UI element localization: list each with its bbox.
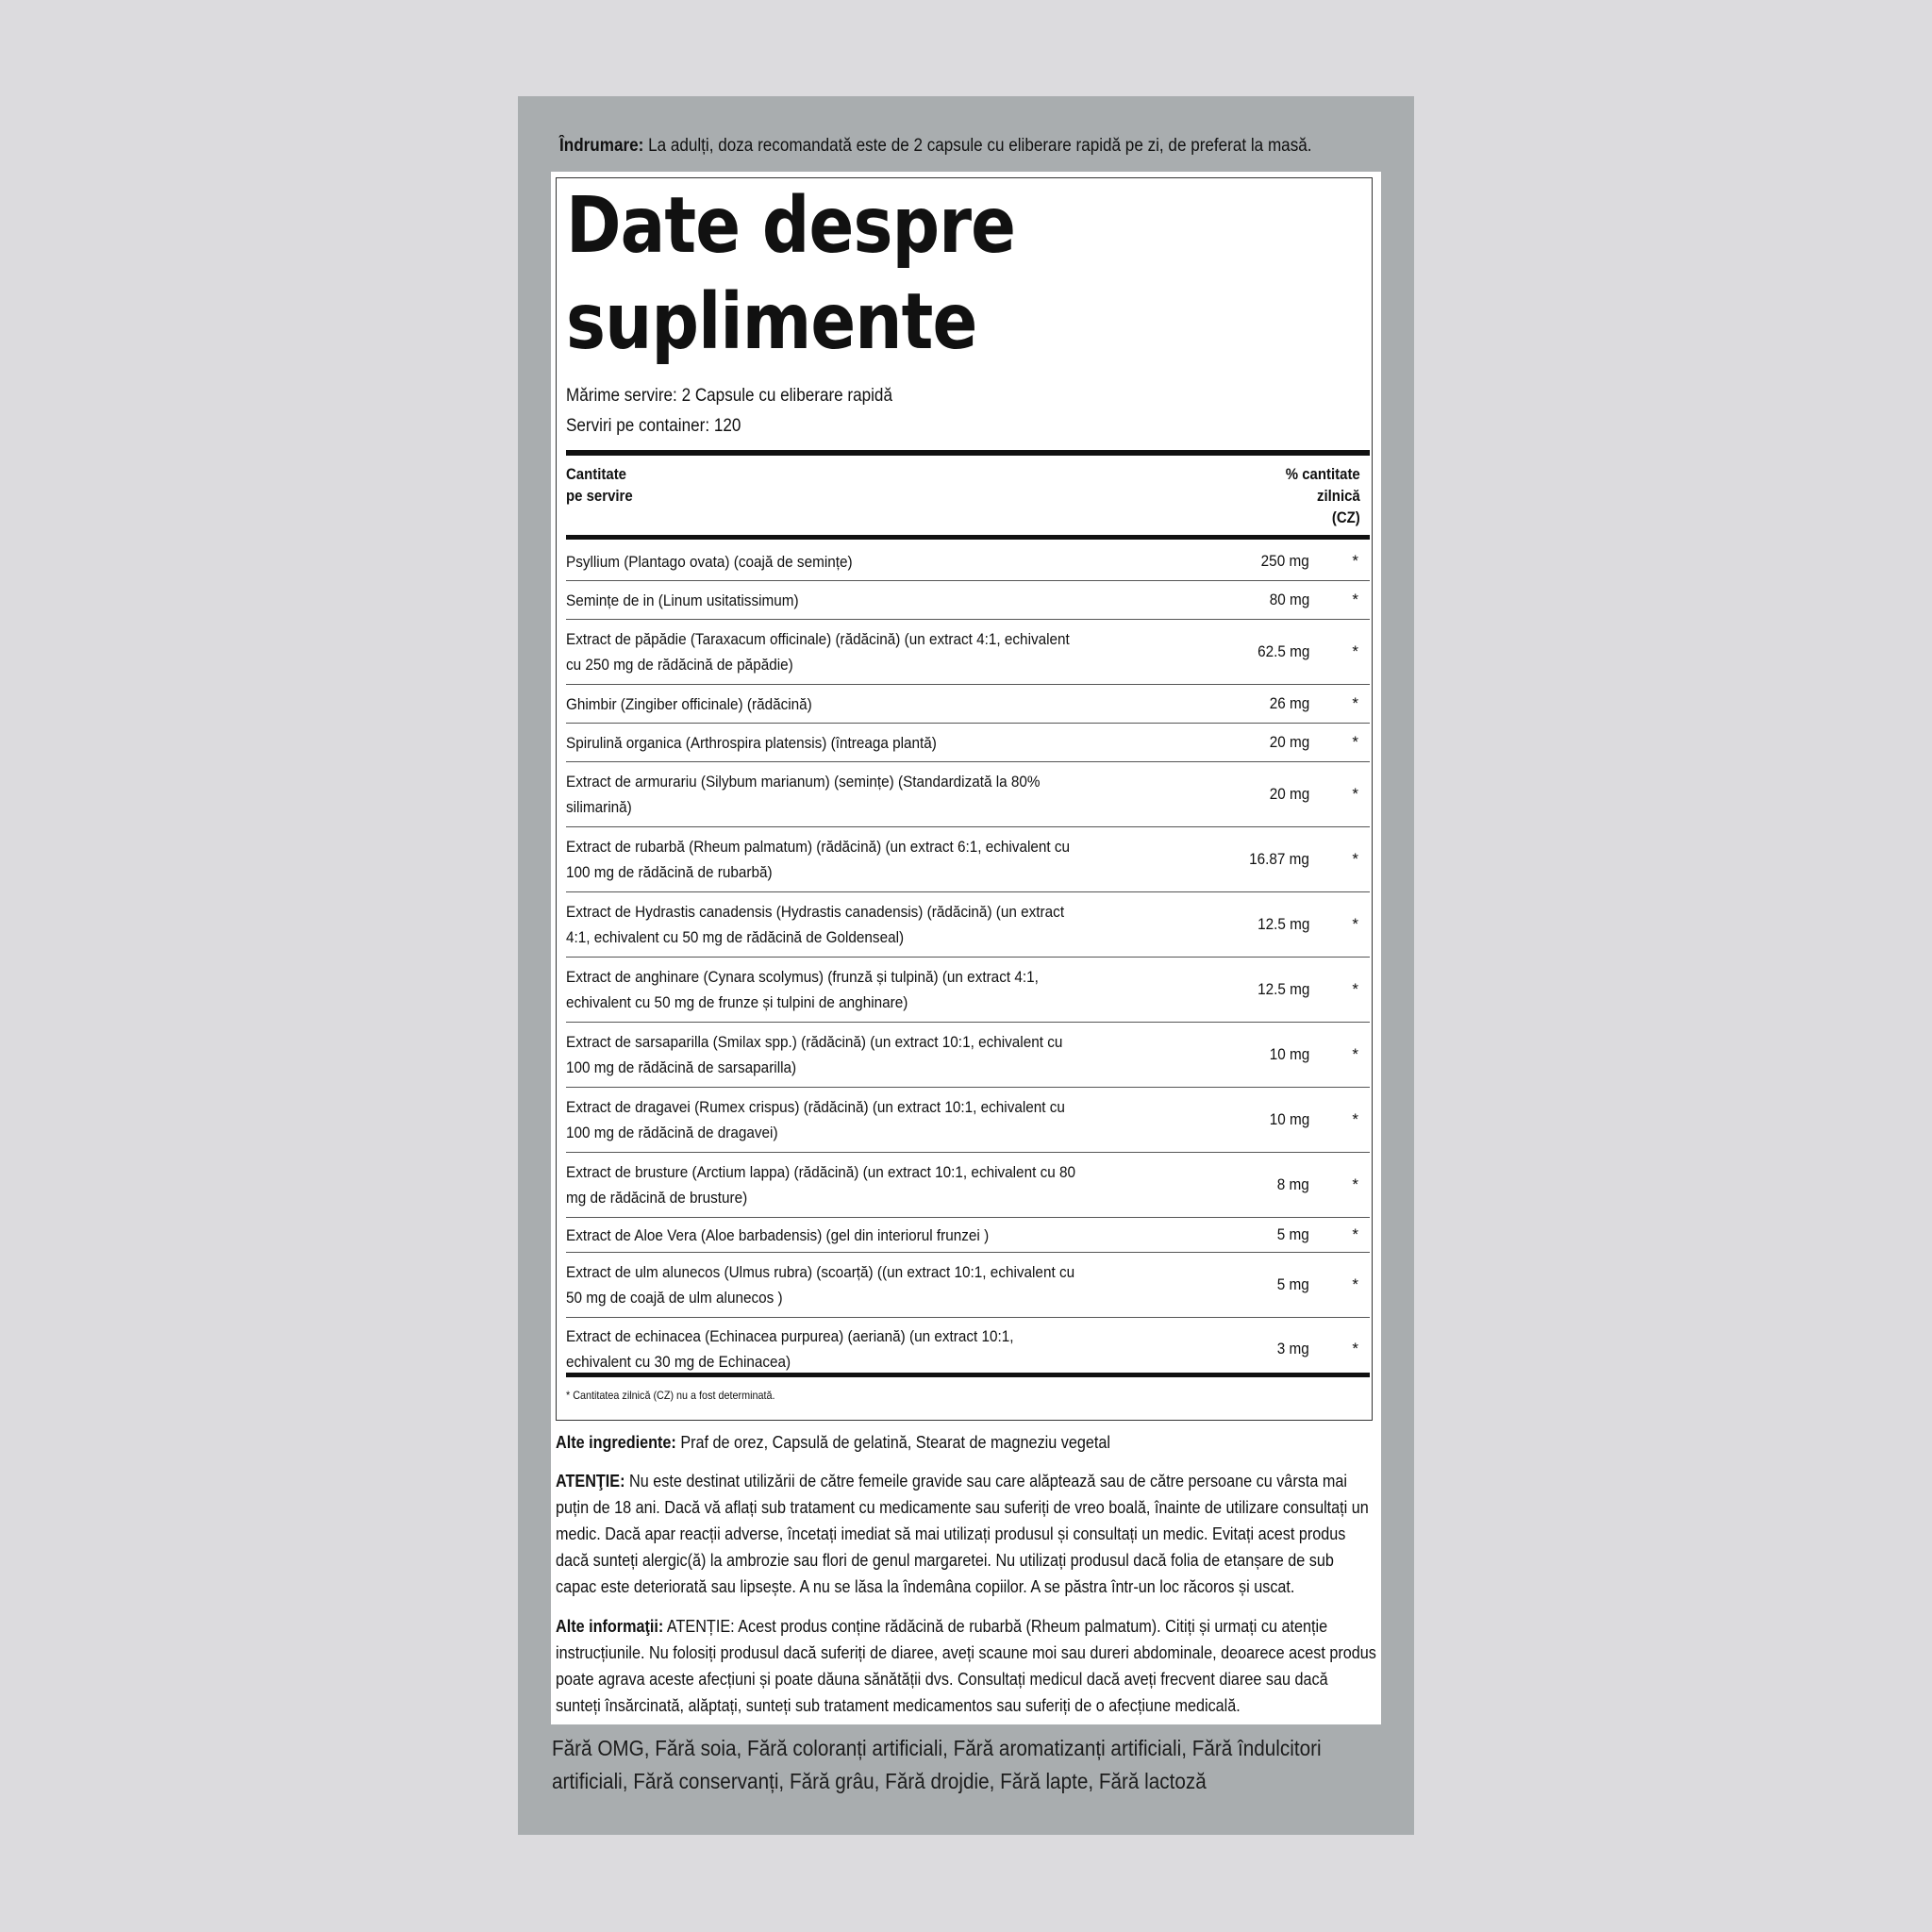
directions-text: La adulți, doza recomandată este de 2 capsule cu eliberare rapidă pe zi, de preferat la masă. — [648, 136, 1312, 156]
ingredient-row — [566, 762, 1370, 827]
ingredient-daily-value: * — [1352, 733, 1358, 751]
column-header-daily-value: % cantitate zilnică (CZ) — [1286, 465, 1360, 526]
other-ingredients — [556, 1429, 1376, 1456]
ingredient-name: Extract de Aloe Vera (Aloe barbadensis) (gel din interiorul frunzei ) — [566, 1225, 990, 1244]
ingredient-row — [566, 620, 1370, 685]
supplement-facts-box — [556, 177, 1373, 1421]
ingredient-daily-value: * — [1352, 1110, 1358, 1128]
thick-divider-header — [566, 535, 1370, 540]
ingredient-name: Extract de anghinare (Cynara scolymus) (frunză și tulpină) (un extract 4:1, echivalent cu 50 mg de frunze și tulpini de anghinare) — [566, 968, 1039, 1011]
other-ingredients-text: Praf de orez, Capsulă de gelatină, Stearat de magneziu vegetal — [680, 1433, 1111, 1452]
ingredient-amount: 16.87 mg — [1249, 850, 1309, 868]
ingredient-daily-value: * — [1352, 915, 1358, 933]
label-panel — [518, 96, 1414, 1835]
ingredient-amount: 62.5 mg — [1257, 642, 1309, 660]
ingredient-name: Extract de dragavei (Rumex crispus) (rădăcină) (un extract 10:1, echivalent cu 100 mg de rădăcină de dragavei) — [566, 1098, 1065, 1141]
serving-size: Mărime servire: 2 Capsule cu eliberare rapidă — [566, 386, 892, 406]
ingredient-name: Extract de ulm alunecos (Ulmus rubra) (scoarță) ((un extract 10:1, echivalent cu 50 mg de coajă de ulm alunecos ) — [566, 1263, 1075, 1307]
other-info-text: ATENȚIE: Acest produs conține rădăcină de rubarbă (Rheum palmatum). Citiți și urmați cu atenție instrucțiunile. Nu folosiți produsul dacă suferiți de diaree, aveți scaune moi sau dureri abdominale, deoarece acest produs poate agrava aceste afecțiuni și poate dăuna sănătății dvs. Consultați medicul dacă aveți frecvent diaree sau dacă sunteți însărcinată, alăptați, sunteți sub tratament medicamentos sau suferiți de o afecțiune medicală. — [556, 1617, 1376, 1715]
ingredient-amount: 10 mg — [1269, 1110, 1309, 1128]
warning — [556, 1468, 1376, 1600]
ingredient-row — [566, 1318, 1370, 1379]
ingredient-row — [566, 1153, 1370, 1218]
ingredient-amount: 20 mg — [1269, 733, 1309, 751]
ingredient-name: Extract de sarsaparilla (Smilax spp.) (rădăcină) (un extract 10:1, echivalent cu 100 mg de rădăcină de sarsaparilla) — [566, 1033, 1063, 1076]
servings-per-container: Serviri pe container: 120 — [566, 416, 741, 436]
ingredient-row — [566, 1023, 1370, 1088]
ingredient-row — [566, 1218, 1370, 1253]
ingredient-name: Extract de Hydrastis canadensis (Hydrastis canadensis) (rădăcină) (un extract 4:1, echivalent cu 50 mg de rădăcină de Goldenseal) — [566, 903, 1065, 946]
other-info-label: Alte informaţii: — [556, 1617, 664, 1636]
ingredient-amount: 8 mg — [1276, 1175, 1309, 1193]
other-info — [556, 1613, 1376, 1719]
ingredient-name: Extract de păpădie (Taraxacum officinale) (rădăcină) (un extract 4:1, echivalent cu 250 mg de rădăcină de păpădie) — [566, 630, 1070, 674]
ingredients-table — [566, 542, 1370, 1379]
column-header-amount: Cantitate pe servire — [566, 465, 633, 505]
ingredient-name: Spirulină organica (Arthrospira platensis) (întreaga plantă) — [566, 733, 937, 752]
ingredient-row — [566, 1088, 1370, 1153]
ingredient-amount: 20 mg — [1269, 785, 1309, 803]
ingredient-name: Extract de armurariu (Silybum marianum) (semințe) (Standardizată la 80% silimarină) — [566, 773, 1041, 816]
ingredient-daily-value: * — [1352, 1275, 1358, 1293]
ingredient-amount: 12.5 mg — [1257, 980, 1309, 998]
ingredient-row — [566, 542, 1370, 581]
ingredient-amount: 12.5 mg — [1257, 915, 1309, 933]
ingredient-name: Extract de brusture (Arctium lappa) (rădăcină) (un extract 10:1, echivalent cu 80 mg de rădăcină de brusture) — [566, 1163, 1076, 1207]
ingredient-row — [566, 892, 1370, 958]
ingredient-daily-value: * — [1352, 591, 1358, 608]
ingredient-row — [566, 581, 1370, 620]
ingredient-row — [566, 1253, 1370, 1318]
ingredient-daily-value: * — [1352, 785, 1358, 803]
directions-label: Îndrumare: — [559, 136, 644, 156]
ingredient-daily-value: * — [1352, 1339, 1358, 1357]
ingredient-amount: 3 mg — [1276, 1339, 1309, 1357]
ingredient-name: Semințe de in (Linum usitatissimum) — [566, 591, 799, 609]
ingredient-amount: 26 mg — [1269, 694, 1309, 712]
thick-divider-top — [566, 450, 1370, 456]
ingredient-name: Psyllium (Plantago ovata) (coajă de semințe) — [566, 552, 853, 571]
free-from-statement — [552, 1732, 1382, 1798]
ingredient-daily-value: * — [1352, 552, 1358, 570]
ingredient-row — [566, 958, 1370, 1023]
ingredient-amount: 10 mg — [1269, 1045, 1309, 1063]
footnote: * Cantitatea zilnică (CZ) nu a fost determinată. — [566, 1389, 775, 1402]
ingredient-amount: 250 mg — [1260, 552, 1309, 570]
free-from-text: Fără OMG, Fără soia, Fără coloranți artificiali, Fără aromatizanți artificiali, Fără îndulcitori artificiali, Fără conservanți, Fără grâu, Fără drojdie, Fără lapte, Fără lactoză — [552, 1736, 1322, 1793]
ingredient-daily-value: * — [1352, 642, 1358, 660]
label-white-area — [551, 172, 1381, 1724]
warning-label: ATENŢIE: — [556, 1472, 625, 1491]
ingredient-row — [566, 724, 1370, 762]
ingredient-daily-value: * — [1352, 850, 1358, 868]
ingredient-amount: 80 mg — [1269, 591, 1309, 608]
ingredient-daily-value: * — [1352, 980, 1358, 998]
ingredient-row — [566, 827, 1370, 892]
ingredient-name: Extract de rubarbă (Rheum palmatum) (rădăcină) (un extract 6:1, echivalent cu 100 mg de rădăcină de rubarbă) — [566, 838, 1071, 881]
directions — [559, 132, 1312, 160]
other-ingredients-label: Alte ingrediente: — [556, 1433, 676, 1452]
thick-divider-bottom — [566, 1373, 1370, 1377]
ingredient-name: Ghimbir (Zingiber officinale) (rădăcină) — [566, 694, 812, 713]
warning-text: Nu este destinat utilizării de către femeile gravide sau care alăptează sau de către persoane cu vârsta mai puțin de 18 ani. Dacă vă aflați sub tratament cu medicamente sau suferiți de vreo boală, înainte de utilizare consultați un medic. Dacă apar reacții adverse, încetați imediat să mai utilizați produsul și consultați un medic. Evitați acest produs dacă sunteți alergic(ă) la ambrozie sau flori de genul margaretei. Nu utilizați produsul dacă folia de etanșare de sub capac este deteriorată sau lipsește. A nu se lăsa la îndemâna copiilor. A se păstra într-un loc răcoros și uscat. — [556, 1472, 1369, 1596]
ingredient-daily-value: * — [1352, 1225, 1358, 1243]
ingredient-daily-value: * — [1352, 1045, 1358, 1063]
ingredient-row — [566, 685, 1370, 724]
ingredient-amount: 5 mg — [1276, 1275, 1309, 1293]
ingredient-name: Extract de echinacea (Echinacea purpurea) (aeriană) (un extract 10:1, echivalent cu 30 mg de Echinacea) — [566, 1326, 1014, 1371]
facts-title: Date despre suplimente — [566, 181, 1016, 367]
ingredient-daily-value: * — [1352, 1175, 1358, 1193]
ingredient-daily-value: * — [1352, 694, 1358, 712]
ingredient-amount: 5 mg — [1276, 1225, 1309, 1243]
